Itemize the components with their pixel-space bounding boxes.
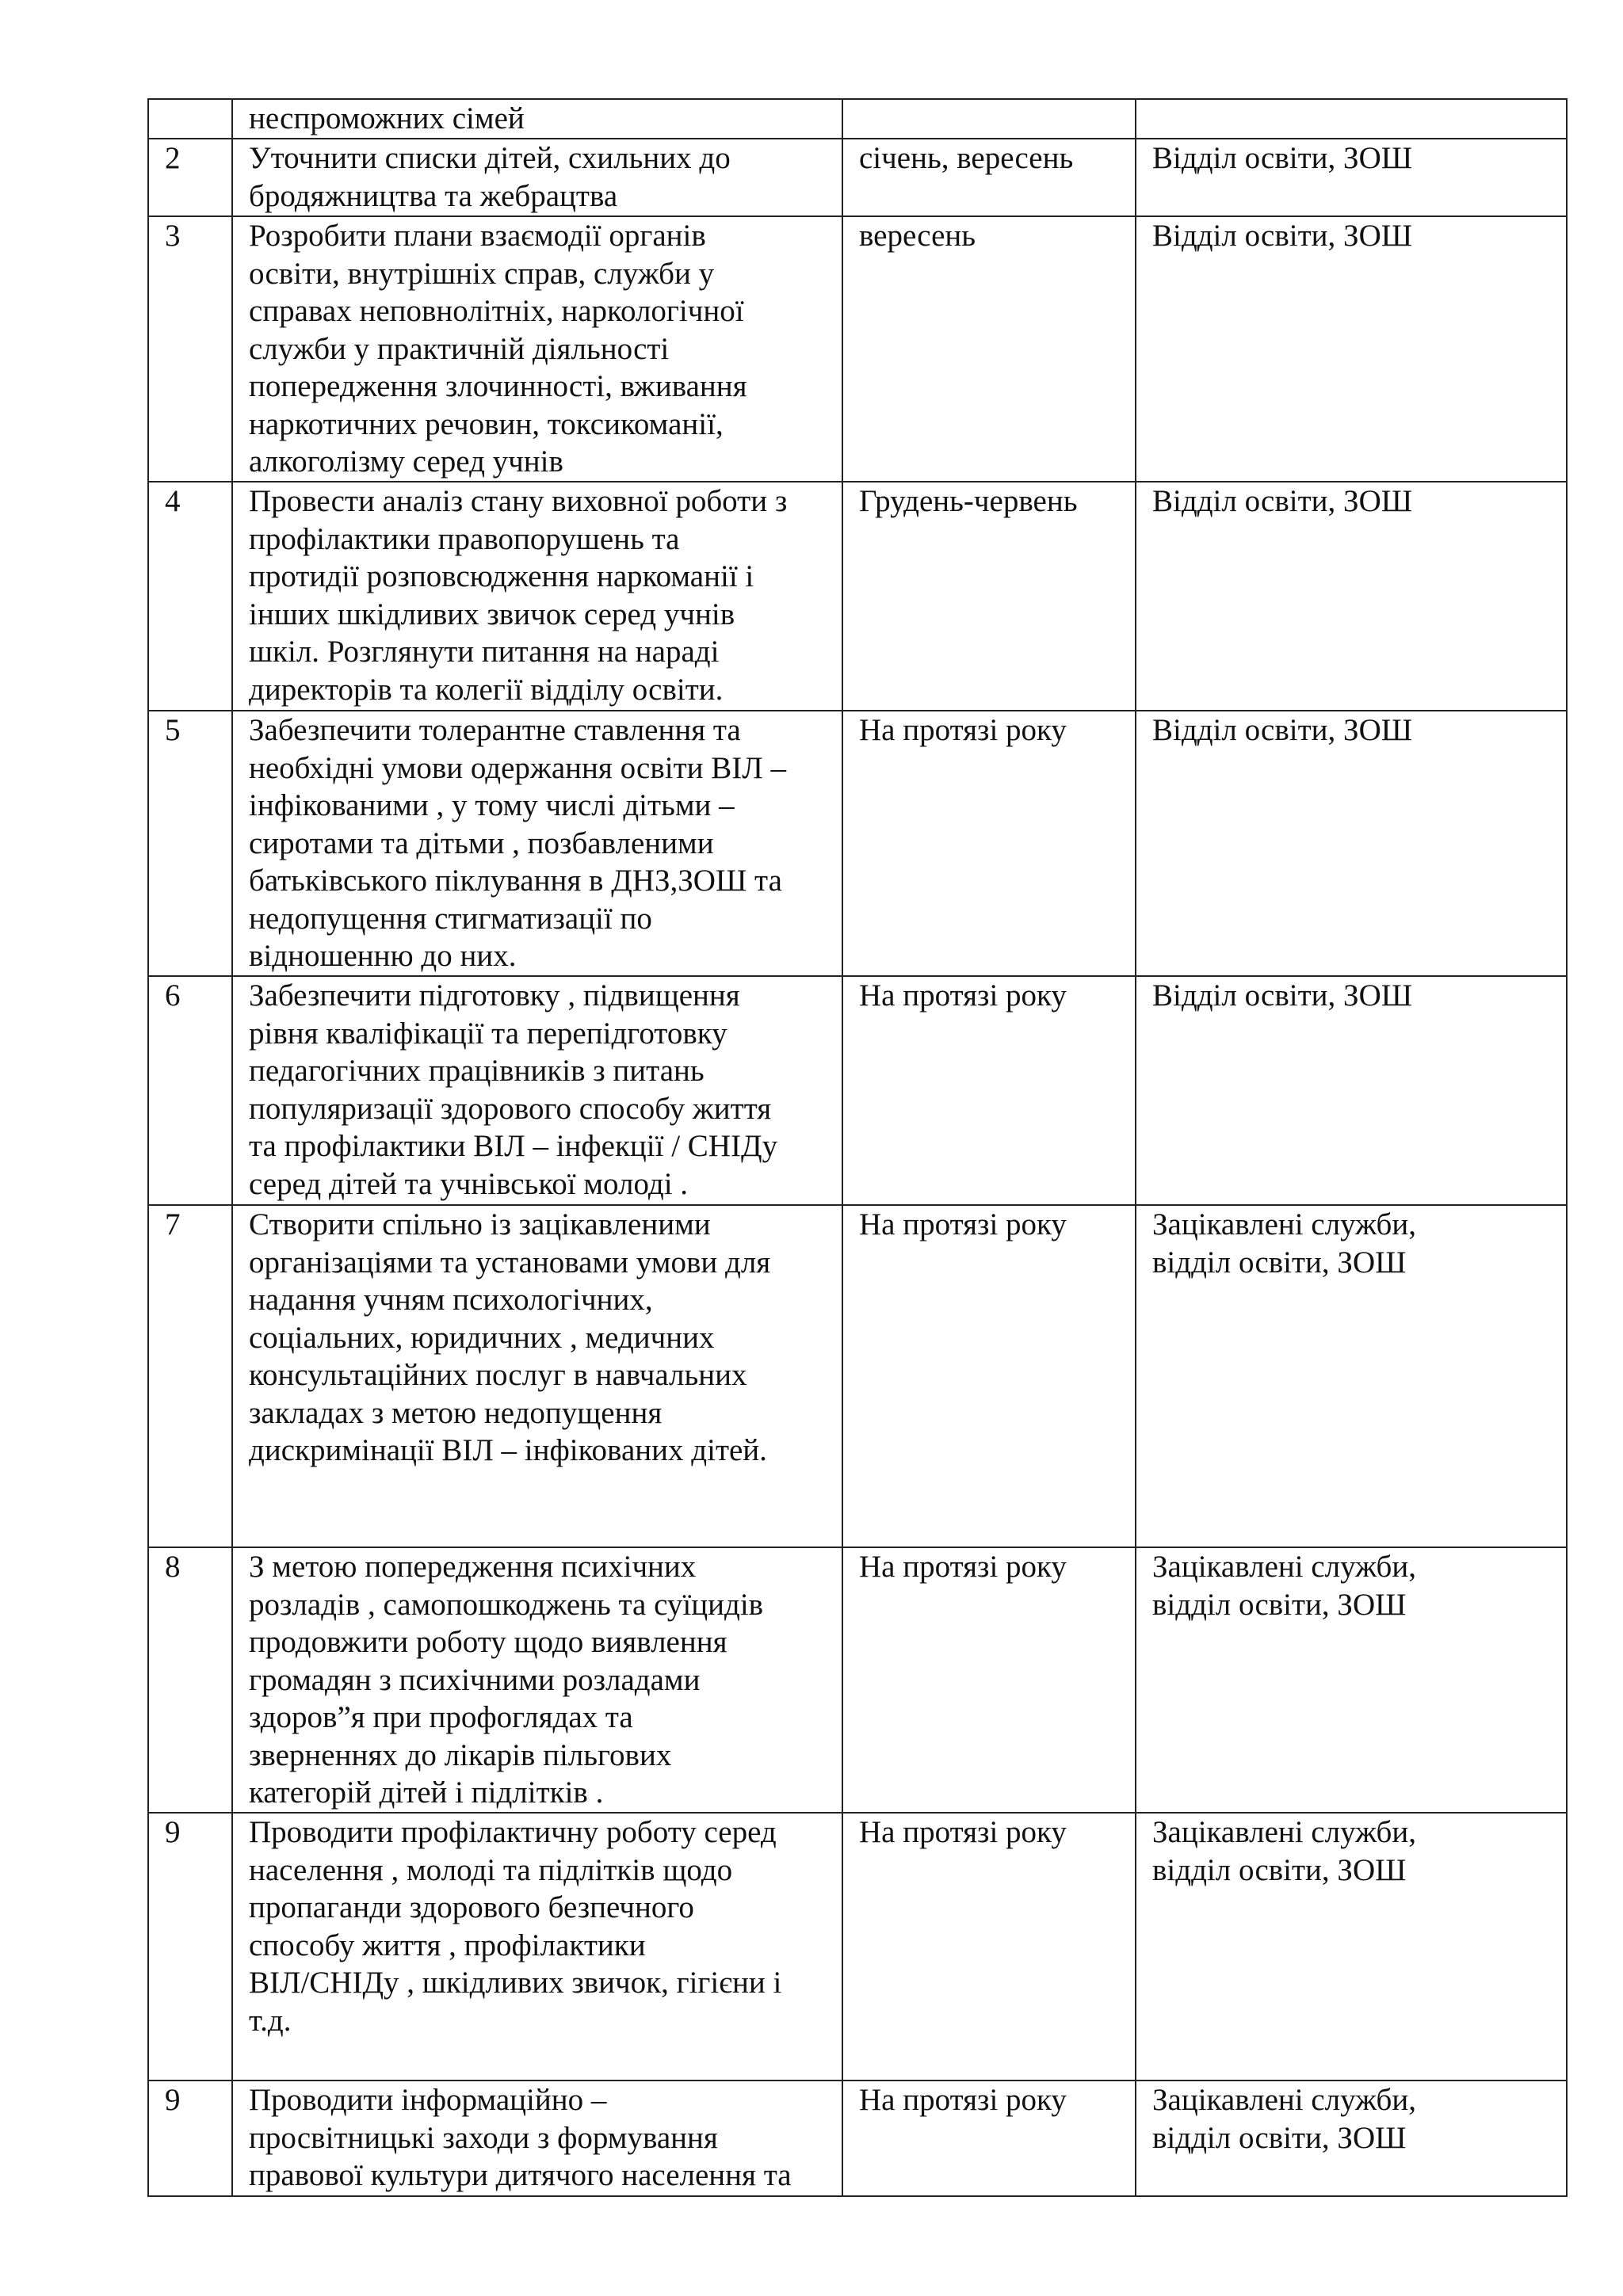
responsible-cell-text: Відділ освіти, ЗОШ xyxy=(1152,978,1413,1013)
responsible-cell-text: Зацікавлені служби, відділ освіти, ЗОШ xyxy=(1152,1550,1417,1622)
row-number-text: 7 xyxy=(165,1207,181,1241)
table-row xyxy=(148,2081,1567,2196)
plan-table-body xyxy=(148,99,1567,2196)
task-description xyxy=(232,976,842,1205)
task-description-text: Забезпечити толерантне ставлення та необхідні умови одержання освіти ВІЛ – інфікованими , у тому числі дітьми – сиротами та дітьми , позбавленими батьківського піклування в ДНЗ,ЗОШ та недопущення стигматизації по відношенню до них. xyxy=(249,713,786,973)
task-description xyxy=(232,139,842,216)
term-cell-text: На протязі року xyxy=(859,713,1067,747)
row-number-text: 5 xyxy=(165,713,181,747)
row-number-text: 9 xyxy=(165,1815,181,1849)
term-cell-text: вересень xyxy=(859,219,976,253)
table-row xyxy=(148,976,1567,1205)
table-row xyxy=(148,139,1567,216)
table-row xyxy=(148,1547,1567,1813)
task-description xyxy=(232,99,842,139)
task-description xyxy=(232,711,842,976)
task-description xyxy=(232,2081,842,2196)
task-description-text: Забезпечити підготовку , підвищення рівня кваліфікації та перепідготовку педагогічних працівників з питань популяризації здорового способу життя та профілактики ВІЛ – інфекції / СНІДу серед дітей та учнівської молоді . xyxy=(249,978,778,1201)
responsible-cell xyxy=(1136,711,1567,976)
responsible-cell xyxy=(1136,1205,1567,1547)
task-description-text: неспроможних сімей xyxy=(249,101,525,135)
responsible-cell-text: Зацікавлені служби, відділ освіти, ЗОШ xyxy=(1152,2083,1417,2155)
term-cell xyxy=(842,2081,1136,2196)
term-cell-text: На протязі року xyxy=(859,2083,1067,2117)
row-number-text: 3 xyxy=(165,219,181,253)
responsible-cell xyxy=(1136,1813,1567,2081)
task-description-text: Створити спільно із зацікавленими організаціями та установами умови для надання учням психологічних, соціальних, юридичних , медичних консультаційних послуг в навчальних закладах з метою недопущення дискримінації ВІЛ – інфікованих дітей. xyxy=(249,1207,771,1467)
responsible-cell xyxy=(1136,216,1567,482)
task-description-text: З метою попередження психічних розладів , самопошкоджень та суїцидів продовжити роботу щодо виявлення громадян з психічними розладами здоров”я при профоглядах та зверненнях до лікарів пільгових категорій дітей і підлітків . xyxy=(249,1550,764,1810)
term-cell xyxy=(842,711,1136,976)
table-row xyxy=(148,216,1567,482)
term-cell xyxy=(842,216,1136,482)
task-description xyxy=(232,1205,842,1547)
row-number-text: 2 xyxy=(165,141,181,175)
table-row xyxy=(148,1205,1567,1547)
responsible-cell xyxy=(1136,99,1567,139)
responsible-cell xyxy=(1136,139,1567,216)
term-cell xyxy=(842,139,1136,216)
term-cell-text: Грудень-червень xyxy=(859,484,1078,518)
term-cell-text: На протязі року xyxy=(859,1815,1067,1849)
row-number-text: 4 xyxy=(165,484,181,518)
task-description-text: Провести аналіз стану виховної роботи з профілактики правопорушень та протидії розповсюдження наркоманії і інших шкідливих звичок серед учнів шкіл. Розглянути питання на нараді директорів та колегії відділу освіти. xyxy=(249,484,788,707)
term-cell-text: На протязі року xyxy=(859,1207,1067,1241)
term-cell-text: січень, вересень xyxy=(859,141,1074,175)
row-number xyxy=(148,482,232,711)
row-number xyxy=(148,976,232,1205)
responsible-cell-text: Зацікавлені служби, відділ освіти, ЗОШ xyxy=(1152,1207,1417,1280)
row-number xyxy=(148,1813,232,2081)
row-number xyxy=(148,99,232,139)
term-cell xyxy=(842,1547,1136,1813)
task-description xyxy=(232,482,842,711)
responsible-cell-text: Відділ освіти, ЗОШ xyxy=(1152,484,1413,518)
row-number xyxy=(148,139,232,216)
row-number-text: 8 xyxy=(165,1550,181,1584)
row-number xyxy=(148,711,232,976)
task-description xyxy=(232,1547,842,1813)
task-description-text: Розробити плани взаємодії органів освіти, внутрішніх справ, служби у справах неповнолітніх, наркологічної служби у практичній діяльності попередження злочинності, вживання наркотичних речовин, токсикоманії, алкоголізму серед учнів xyxy=(249,219,747,479)
responsible-cell xyxy=(1136,482,1567,711)
table-row xyxy=(148,711,1567,976)
responsible-cell xyxy=(1136,1547,1567,1813)
row-number-text: 6 xyxy=(165,978,181,1013)
term-cell xyxy=(842,976,1136,1205)
term-cell xyxy=(842,99,1136,139)
table-row xyxy=(148,1813,1567,2081)
responsible-cell xyxy=(1136,976,1567,1205)
term-cell xyxy=(842,1205,1136,1547)
task-description-text: Уточнити списки дітей, схильних до бродяжництва та жебрацтва xyxy=(249,141,731,213)
row-number xyxy=(148,2081,232,2196)
responsible-cell-text: Відділ освіти, ЗОШ xyxy=(1152,219,1413,253)
task-description xyxy=(232,1813,842,2081)
task-description-text: Проводити інформаційно – просвітницькі заходи з формування правової культури дитячого населення та xyxy=(249,2083,792,2192)
responsible-cell xyxy=(1136,2081,1567,2196)
row-number xyxy=(148,1547,232,1813)
table-row xyxy=(148,482,1567,711)
term-cell xyxy=(842,1813,1136,2081)
row-number-text: 9 xyxy=(165,2083,181,2117)
task-description-text: Проводити профілактичну роботу серед населення , молоді та підлітків щодо пропаганди здорового безпечного способу життя , профілактики ВІЛ/СНІДу , шкідливих звичок, гігієни і т.д. xyxy=(249,1815,782,2038)
row-number xyxy=(148,216,232,482)
term-cell-text: На протязі року xyxy=(859,1550,1067,1584)
task-description xyxy=(232,216,842,482)
responsible-cell-text: Зацікавлені служби, відділ освіти, ЗОШ xyxy=(1152,1815,1417,1887)
term-cell xyxy=(842,482,1136,711)
term-cell-text: На протязі року xyxy=(859,978,1067,1013)
responsible-cell-text: Відділ освіти, ЗОШ xyxy=(1152,713,1413,747)
table-row xyxy=(148,99,1567,139)
row-number xyxy=(148,1205,232,1547)
plan-table xyxy=(147,98,1568,2197)
responsible-cell-text: Відділ освіти, ЗОШ xyxy=(1152,141,1413,175)
